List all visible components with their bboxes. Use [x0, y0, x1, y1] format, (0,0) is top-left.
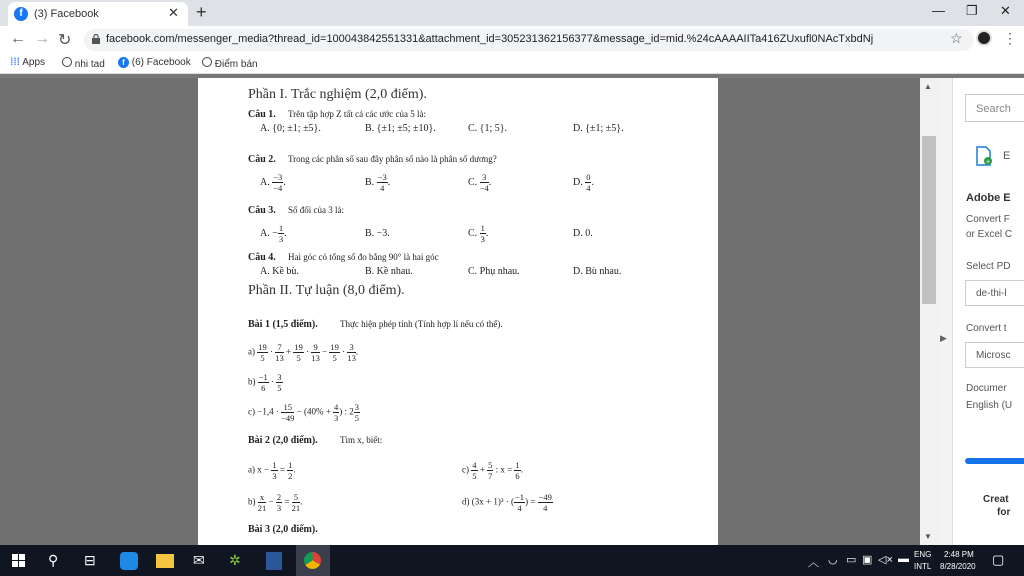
- search-placeholder: Search: [976, 103, 1011, 115]
- file-explorer-icon[interactable]: [156, 554, 174, 568]
- bookmark-star-icon[interactable]: ☆: [950, 30, 963, 46]
- q2-option-c: C. $\frac{3}{-4}$ .: [468, 172, 492, 193]
- bookmark-facebook[interactable]: f (6) Facebook: [118, 57, 191, 68]
- create-pdf-icon[interactable]: [975, 146, 993, 166]
- display-icon[interactable]: ▣: [862, 554, 873, 566]
- facebook-icon: f: [118, 57, 129, 68]
- chrome-icon: [304, 552, 321, 569]
- create-label-2: for: [997, 507, 1011, 518]
- document-page: [198, 78, 718, 545]
- keyboard-icon[interactable]: ▬: [898, 553, 909, 565]
- bookmark-diem-ban[interactable]: Điểm bán: [202, 57, 258, 70]
- globe-icon: [202, 57, 212, 67]
- format-value: Microsc: [976, 350, 1011, 361]
- url-text: facebook.com/messenger_media?thread_id=100043842551331&attachment_id=305231362156377&message_id=mid.%24cAAAAIITa416ZUxufl0NAcTxbdNj: [106, 33, 874, 45]
- q3-option-b: B. −3.: [365, 228, 390, 239]
- profile-avatar[interactable]: [976, 30, 992, 46]
- apps-grid-icon: ⁞⁞⁞: [10, 57, 20, 68]
- q1-label: Câu 1.: [248, 109, 276, 120]
- bai1-text: Thực hiện phép tính (Tính hợp lí nếu có thể).: [340, 319, 503, 329]
- convert-to-label: Convert t: [966, 323, 1007, 334]
- bai1-c: c) −1,4 · $\frac{15}{-49}$ − (40% + $\frac{4}{3}$ ) : 2 $\frac{3}{5}$: [248, 402, 360, 423]
- back-button[interactable]: ←: [10, 30, 26, 47]
- bookmarks-bar: [0, 54, 1024, 74]
- bai3-label: Bài 3 (2,0 điểm).: [248, 524, 318, 535]
- toolbar: [0, 26, 1024, 54]
- part1-heading: Phần I. Trắc nghiệm (2,0 điểm).: [248, 87, 427, 102]
- q1-option-a: A. {0; ±1; ±5}.: [260, 123, 321, 134]
- q1-text: Trên tập hợp Z tất cả các ước của 5 là:: [288, 109, 427, 119]
- bai1-a: a) $\frac{19}{5}$ · $\frac{7}{13}$ + $\frac{19}{5}$ · $\frac{9}{13}$ − $\frac{19}{5}$ · $\frac{3}{13}$ .: [248, 342, 359, 363]
- network-icon[interactable]: ◡: [828, 554, 838, 566]
- q3-label: Câu 3.: [248, 205, 276, 216]
- bai2-a: a) x − $\frac{1}{3}$ = $\frac{1}{2}$ .: [248, 460, 296, 481]
- task-view-icon[interactable]: ⊟: [84, 552, 96, 568]
- q2-option-b: B. $\frac{-3}{4}$ .: [365, 172, 391, 193]
- convert-text-1: Convert F: [966, 214, 1010, 225]
- chrome-taskbar-button[interactable]: [296, 545, 330, 576]
- scroll-up-icon[interactable]: ▲: [924, 82, 932, 91]
- zalo-icon[interactable]: [120, 552, 138, 570]
- bai2-c: c) $\frac{4}{5}$ + $\frac{5}{7}$ : x = $\frac{1}{6}$ .: [462, 460, 523, 481]
- q4-label: Câu 4.: [248, 252, 276, 263]
- convert-text-2: or Excel C: [966, 229, 1013, 240]
- globe-icon: [62, 57, 72, 67]
- tray-chevron-icon[interactable]: ︿: [808, 557, 819, 569]
- restore-button[interactable]: ❐: [966, 3, 978, 18]
- windows-start-icon[interactable]: [12, 554, 25, 567]
- bai2-b: b) $\frac{x}{21}$ − $\frac{2}{3}$ = $\frac{5}{21}$ .: [248, 492, 303, 513]
- clock-time[interactable]: 2:48 PM: [944, 550, 974, 559]
- app-icon[interactable]: ✲: [229, 552, 241, 568]
- language-line-1[interactable]: ENG: [914, 550, 932, 559]
- format-select[interactable]: [965, 342, 1024, 368]
- close-window-button[interactable]: ✕: [1000, 3, 1011, 18]
- panel-e-label: E: [1003, 150, 1011, 162]
- clock-date[interactable]: 8/28/2020: [940, 562, 976, 571]
- document-label: Documer: [966, 383, 1007, 394]
- forward-button[interactable]: →: [34, 30, 50, 47]
- mail-icon[interactable]: ✉: [193, 552, 205, 568]
- q2-text: Trong các phân số sau đây phân số nào là phân số dương?: [288, 154, 497, 164]
- new-tab-button[interactable]: +: [196, 2, 207, 22]
- file-select[interactable]: [965, 280, 1024, 306]
- reload-button[interactable]: ↻: [58, 32, 72, 49]
- bai1-label: Bài 1 (1,5 điểm).: [248, 319, 318, 330]
- battery-icon[interactable]: ▭: [846, 554, 857, 566]
- address-bar[interactable]: [84, 29, 974, 51]
- bai2-text: Tìm x, biết:: [340, 435, 383, 445]
- search-box[interactable]: [965, 94, 1024, 122]
- bookmark-nhi-tad[interactable]: nhi tad: [62, 57, 105, 70]
- part2-heading: Phần II. Tự luận (8,0 điểm).: [248, 283, 405, 298]
- q3-option-c: C. $\frac{1}{3}$ .: [468, 223, 489, 244]
- word-icon[interactable]: [266, 552, 282, 570]
- file-name: de-thi-l: [976, 288, 1007, 299]
- q1-option-b: B. {±1; ±5; ±10}.: [365, 123, 436, 134]
- facebook-icon: f: [14, 7, 28, 21]
- svg-text:+: +: [985, 159, 991, 166]
- q3-option-a: A. − $\frac{1}{3}$ .: [260, 223, 287, 244]
- q4-option-b: B. Kề nhau.: [365, 266, 413, 277]
- taskbar: [0, 545, 1024, 576]
- convert-button[interactable]: [965, 458, 1024, 464]
- q1-option-d: D. {±1; ±5}.: [573, 123, 624, 134]
- q2-option-a: A. $\frac{-3}{-4}$ .: [260, 172, 286, 193]
- bai2-d: d) (3x + 1)³ · ( $\frac{-1}{4}$ ) = $\frac{-49}{4}$: [462, 492, 552, 513]
- q4-option-d: D. Bù nhau.: [573, 266, 622, 277]
- create-label-1: Creat: [983, 494, 1009, 505]
- expand-panel-icon[interactable]: ▶: [940, 333, 947, 343]
- close-tab-icon[interactable]: ✕: [168, 5, 179, 20]
- language-line-2[interactable]: INTL: [914, 562, 932, 571]
- q4-option-a: A. Kề bù.: [260, 266, 299, 277]
- select-label: Select PD: [966, 261, 1011, 272]
- minimize-button[interactable]: —: [932, 3, 945, 18]
- bookmark-apps[interactable]: ⁞⁞⁞ Apps: [10, 57, 46, 68]
- tab-facebook[interactable]: [8, 2, 188, 26]
- scrollbar-thumb[interactable]: [922, 136, 936, 304]
- menu-icon[interactable]: ⋮: [1003, 30, 1017, 46]
- volume-icon[interactable]: ◁×: [878, 554, 893, 566]
- scroll-down-icon[interactable]: ▼: [924, 532, 932, 541]
- lock-icon: [92, 34, 100, 44]
- notification-icon[interactable]: ▢: [992, 552, 1005, 567]
- bai2-label: Bài 2 (2,0 điểm).: [248, 435, 318, 446]
- language-value[interactable]: English (U: [966, 400, 1013, 411]
- adobe-title: Adobe E: [966, 192, 1011, 204]
- bai1-b: b) $\frac{-1}{6}$ · $\frac{3}{5}$: [248, 372, 282, 393]
- q4-text: Hai góc có tổng số đo bằng 90° là hai góc: [288, 252, 439, 262]
- q2-label: Câu 2.: [248, 154, 276, 165]
- adobe-panel: [952, 78, 1024, 545]
- q1-option-c: C. {1; 5}.: [468, 123, 508, 134]
- tab-title: (3) Facebook: [34, 8, 99, 20]
- tab-strip: [0, 0, 1024, 26]
- q4-option-c: C. Phụ nhau.: [468, 266, 520, 277]
- search-icon[interactable]: ⚲: [48, 552, 59, 568]
- q3-option-d: D. 0.: [573, 228, 593, 239]
- q3-text: Số đối của 3 là:: [288, 205, 344, 215]
- q2-option-d: D. $\frac{0}{4}$ .: [573, 172, 594, 193]
